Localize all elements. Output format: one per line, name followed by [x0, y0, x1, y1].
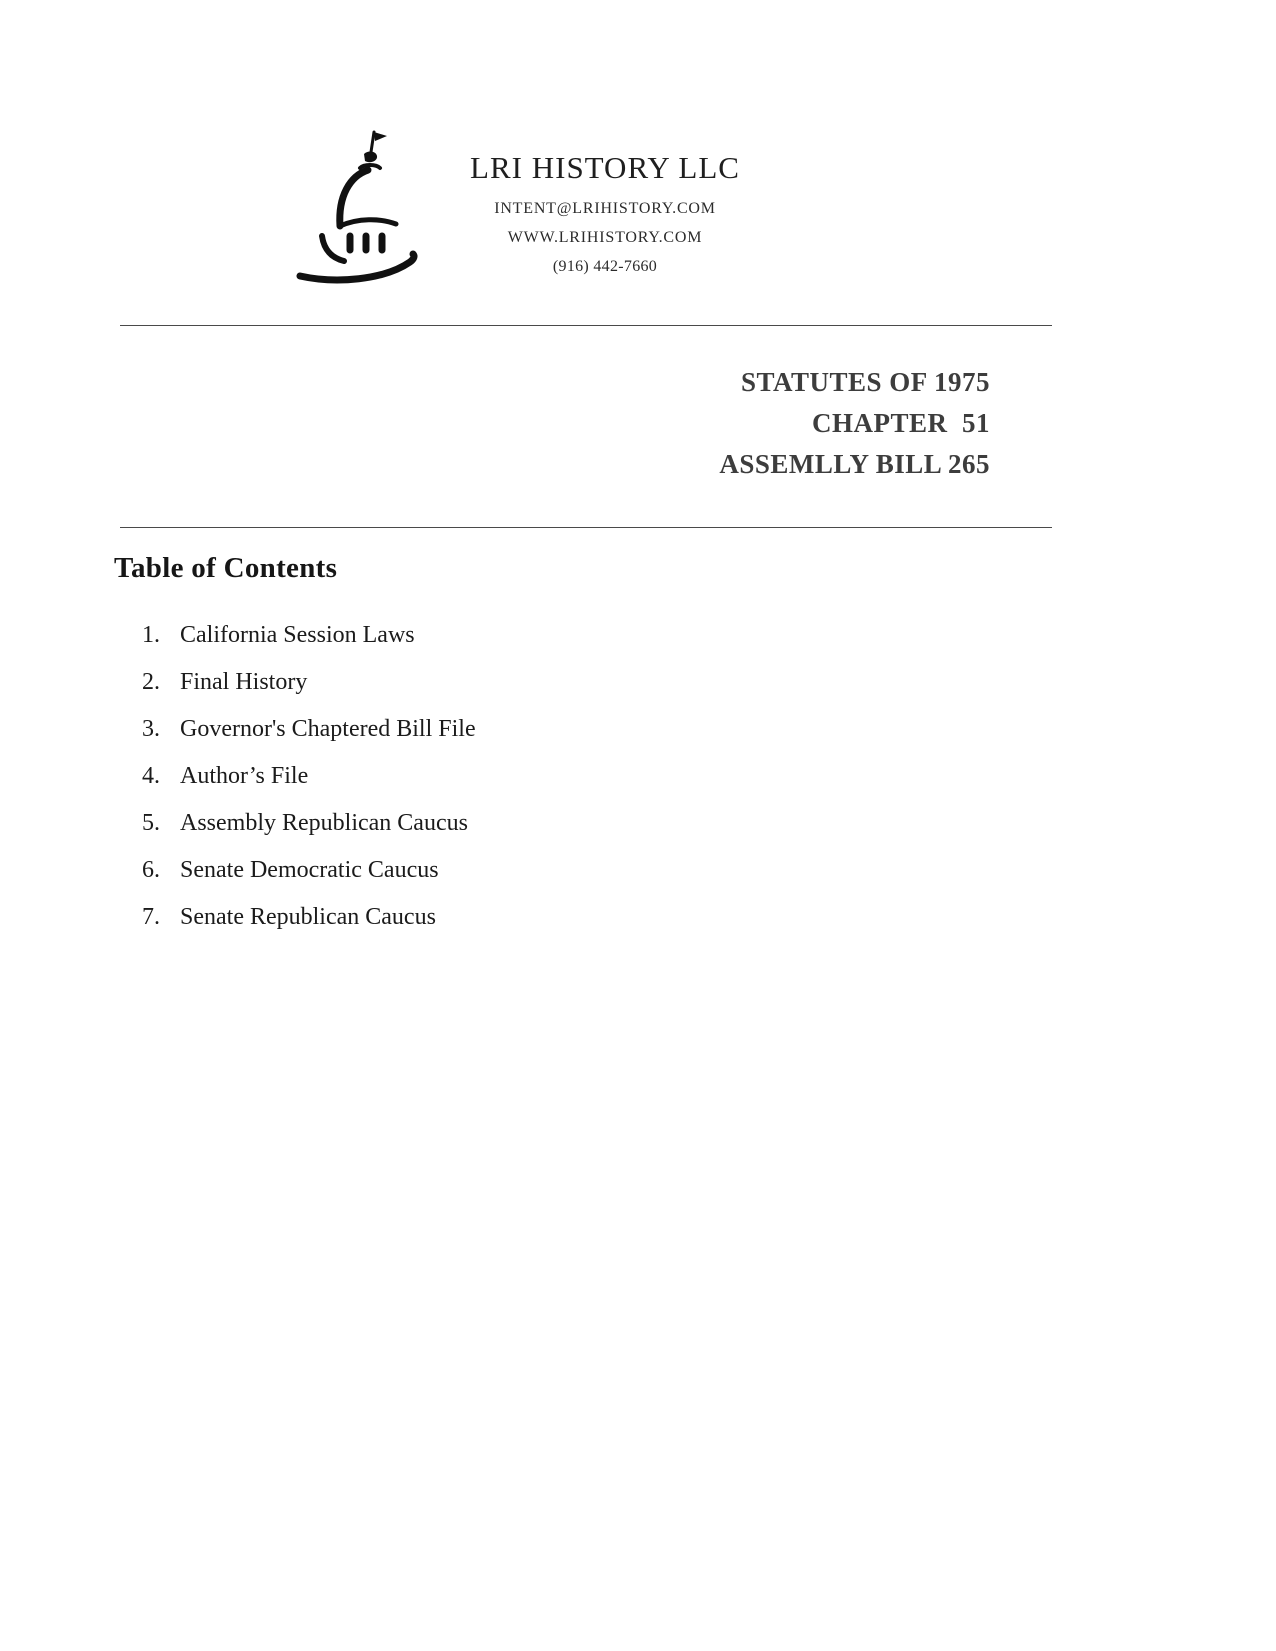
- title-block: [400, 362, 990, 485]
- bill-line: ASSEMLLY BILL 265: [719, 449, 990, 479]
- company-name: LRI HISTORY LLC: [470, 150, 740, 185]
- toc-item: [142, 904, 476, 931]
- company-email: INTENT@LRIHISTORY.COM: [494, 200, 716, 217]
- toc-item-label: Author’s File: [180, 763, 309, 789]
- toc-item-label: California Session Laws: [180, 622, 415, 648]
- toc-list: [142, 622, 476, 951]
- header: [370, 150, 840, 276]
- company-phone: (916) 442-7660: [552, 258, 658, 275]
- toc-heading: Table of Contents: [114, 552, 338, 584]
- toc-item: [142, 857, 476, 884]
- toc-item-number: 7.: [142, 904, 160, 930]
- toc-item-label: Final History: [180, 669, 308, 695]
- toc-item-number: 5.: [142, 810, 160, 836]
- toc-item-number: 6.: [142, 857, 160, 883]
- toc-item: [142, 810, 476, 837]
- toc-item-label: Senate Republican Caucus: [180, 904, 436, 930]
- statutes-line: STATUTES OF 1975: [740, 367, 990, 397]
- toc-item: [142, 669, 476, 696]
- toc-item: [142, 763, 476, 790]
- toc-item-number: 4.: [142, 763, 160, 789]
- toc-item: [142, 716, 476, 743]
- toc-item-number: 3.: [142, 716, 160, 742]
- divider-bottom: [120, 527, 1052, 528]
- toc-item-number: 1.: [142, 622, 160, 648]
- toc-item-label: Governor's Chaptered Bill File: [180, 716, 476, 742]
- chapter-line: CHAPTER 51: [811, 408, 990, 438]
- company-website: WWW.LRIHISTORY.COM: [507, 229, 703, 246]
- toc-item-label: Assembly Republican Caucus: [180, 810, 468, 836]
- toc-item-number: 2.: [142, 669, 160, 695]
- toc-item: [142, 622, 476, 649]
- divider-top: [120, 325, 1052, 326]
- toc-item-label: Senate Democratic Caucus: [180, 857, 439, 883]
